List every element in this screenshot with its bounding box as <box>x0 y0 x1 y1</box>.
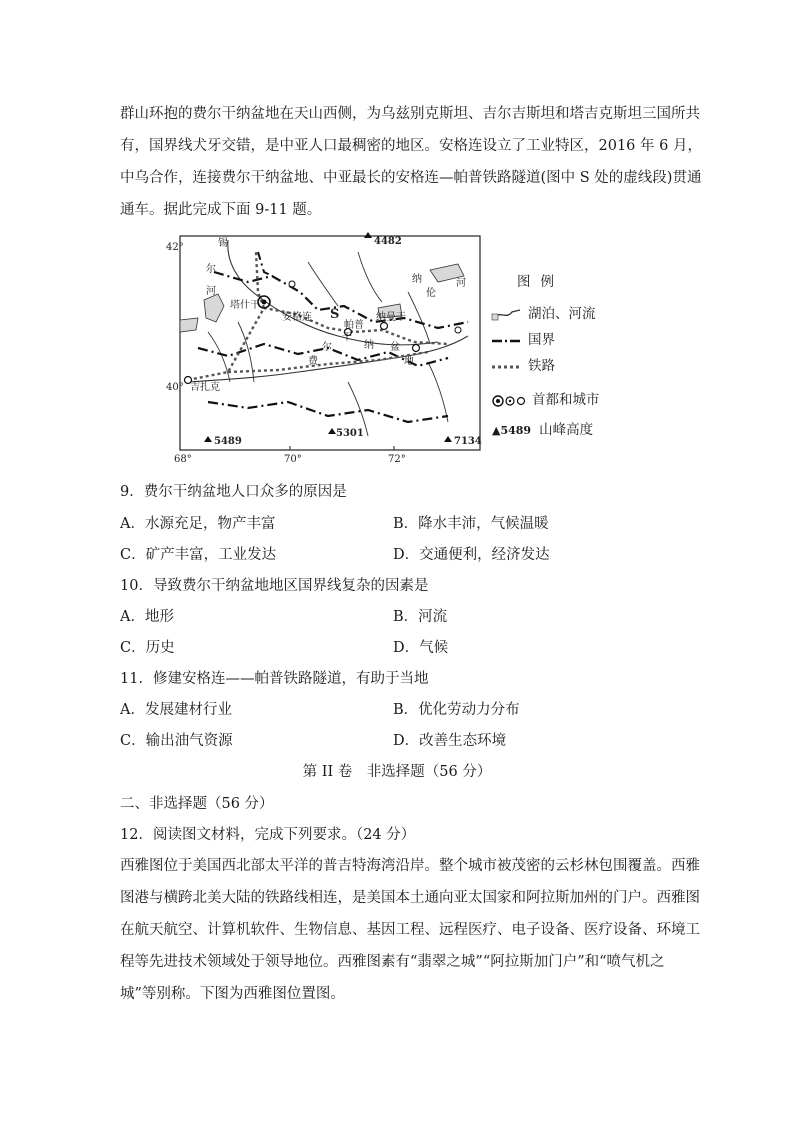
intro-line-4: 通车。据此完成下面 9-11 题。 <box>120 202 322 218</box>
peak-4482-marker <box>364 232 372 238</box>
passage-line-3: 在航天航空、计算机软件、生物信息、基因工程、远程医疗、电子设备、医疗设备、环境工 <box>120 922 700 938</box>
q10-option-b: B．河流 <box>393 609 448 625</box>
label-s: S <box>330 307 340 322</box>
label-na2: 纳 <box>412 274 422 285</box>
label-fei: 费 <box>308 356 318 367</box>
label-tashkent: 塔什干 <box>230 300 260 311</box>
lake-2 <box>180 318 198 332</box>
question-10-stem: 10．导致费尔干纳盆地地区国界线复杂的因素是 <box>120 578 429 594</box>
peak-5489-marker <box>204 436 212 442</box>
peak-7134-marker <box>444 436 452 442</box>
legend-title: 图例 <box>517 274 564 290</box>
legend-item-railway <box>492 354 555 374</box>
river-trib-1 <box>308 262 338 306</box>
q9-option-d: D．交通便利，经济发达 <box>393 547 550 563</box>
legend-label-lake-river: 湖泊、河流 <box>528 306 596 322</box>
label-er: 尔 <box>206 264 216 275</box>
city-small-2 <box>455 327 461 333</box>
peak-label-5489: 5489 <box>214 436 242 447</box>
intro-line-3: 中乌合作，连接费尔干纳盆地、中亚最长的安格连—帕普铁路隧道(图中 S 处的虚线段)贯通 <box>120 170 702 186</box>
border-icon <box>492 334 522 348</box>
label-pap: 帕普 <box>344 320 364 331</box>
label-gan: 干 <box>342 332 352 343</box>
passage-line-1: 西雅图位于美国西北部太平洋的普吉特海湾沿岸。整个城市被茂密的云杉林包围覆盖。西雅 <box>120 858 700 874</box>
label-di: 地 <box>404 356 414 367</box>
legend-item-peak <box>492 418 593 438</box>
legend-item-lake-river <box>492 302 596 322</box>
label-he: 河 <box>206 286 216 297</box>
city-namangan <box>381 323 388 330</box>
label-he2: 河 <box>456 278 466 289</box>
passage-line-2: 图港与横跨北美大陆的铁路线相连，是美国本土通向亚太国家和阿拉斯加州的门户。西雅图 <box>120 890 700 906</box>
label-namangan: 纳曼干 <box>376 312 406 323</box>
lon-label-72: 72° <box>388 454 406 465</box>
railway-icon <box>492 360 522 374</box>
city-small-1 <box>289 281 295 287</box>
river-trib-3 <box>408 292 430 344</box>
capital-tashkent-dot <box>262 300 267 305</box>
peak-label-5301: 5301 <box>336 428 364 439</box>
q10-option-a: A．地形 <box>120 609 174 625</box>
lat-label-42: 42° <box>166 242 184 253</box>
border-south <box>208 402 448 422</box>
fergana-map <box>168 232 488 464</box>
river-trib-2 <box>358 252 382 302</box>
lon-label-68: 68° <box>174 454 192 465</box>
question-12-stem: 12．阅读图文材料，完成下列要求。（24 分） <box>120 827 416 843</box>
q9-option-a: A．水源充足，物产丰富 <box>120 516 276 532</box>
label-na: 纳 <box>364 340 374 351</box>
q9-option-b: B．降水丰沛，气候温暖 <box>393 516 549 532</box>
label-jizzakh: 吉扎克 <box>190 382 220 393</box>
lake-1 <box>204 294 224 322</box>
q10-option-d: D．气候 <box>393 640 449 656</box>
peak-label-4482: 4482 <box>374 236 402 247</box>
q11-option-a: A．发展建材行业 <box>120 702 232 718</box>
border-nw <box>258 252 272 276</box>
q11-option-d: D．改善生态环境 <box>393 733 507 749</box>
legend-item-border <box>492 328 555 348</box>
intro-line-1: 群山环抱的费尔干纳盆地在天山西侧，为乌兹别克斯坦、吉尔吉斯坦和塔吉克斯坦三国所共 <box>120 106 700 122</box>
q9-option-c: C．矿产丰富，工业发达 <box>120 547 277 563</box>
volume-title: 第 II 卷 非选择题（56 分） <box>302 764 492 780</box>
city-east <box>413 345 420 352</box>
section-heading: 二、非选择题（56 分） <box>120 796 274 812</box>
passage-line-4: 程等先进技术领域处于领导地位。西雅图素有“翡翠之城”“阿拉斯加门户”和“喷气机之 <box>120 954 665 970</box>
legend-label-railway: 铁路 <box>528 358 555 374</box>
label-lun: 伦 <box>426 288 436 299</box>
q11-option-b: B．优化劳动力分布 <box>393 702 520 718</box>
question-11-stem: 11．修建安格连——帕普铁路隧道，有助于当地 <box>120 671 429 687</box>
river-trib-7 <box>428 362 448 422</box>
label-er2: 尔 <box>322 342 332 353</box>
legend-label-peak: 山峰高度 <box>539 422 594 438</box>
label-syr: 锡 <box>218 238 228 249</box>
label-pen: 盆 <box>390 342 400 353</box>
capital-city-icon <box>492 394 526 408</box>
peak-icon: ▲5489 <box>492 424 532 437</box>
q11-option-c: C．输出油气资源 <box>120 733 233 749</box>
peak-label-7134: 7134 <box>454 436 482 447</box>
legend-item-city <box>492 388 600 408</box>
legend-label-border: 国界 <box>528 332 555 348</box>
lat-label-40: 40° <box>166 382 184 393</box>
intro-line-2: 有，国界线犬牙交错，是中亚人口最稠密的地区。安格连设立了工业特区，2016 年 6 月， <box>120 138 702 154</box>
railway-south <box>228 352 428 372</box>
q10-option-c: C．历史 <box>120 640 175 656</box>
lon-label-70: 70° <box>284 454 302 465</box>
label-angren: 安格连 <box>282 312 312 323</box>
peak-5301-marker <box>328 428 336 434</box>
lake-river-icon <box>492 308 522 322</box>
legend-label-city: 首都和城市 <box>532 392 600 408</box>
question-9-stem: 9．费尔干纳盆地人口众多的原因是 <box>120 484 347 500</box>
passage-line-5: 城”等别称。下图为西雅图位置图。 <box>120 986 345 1002</box>
